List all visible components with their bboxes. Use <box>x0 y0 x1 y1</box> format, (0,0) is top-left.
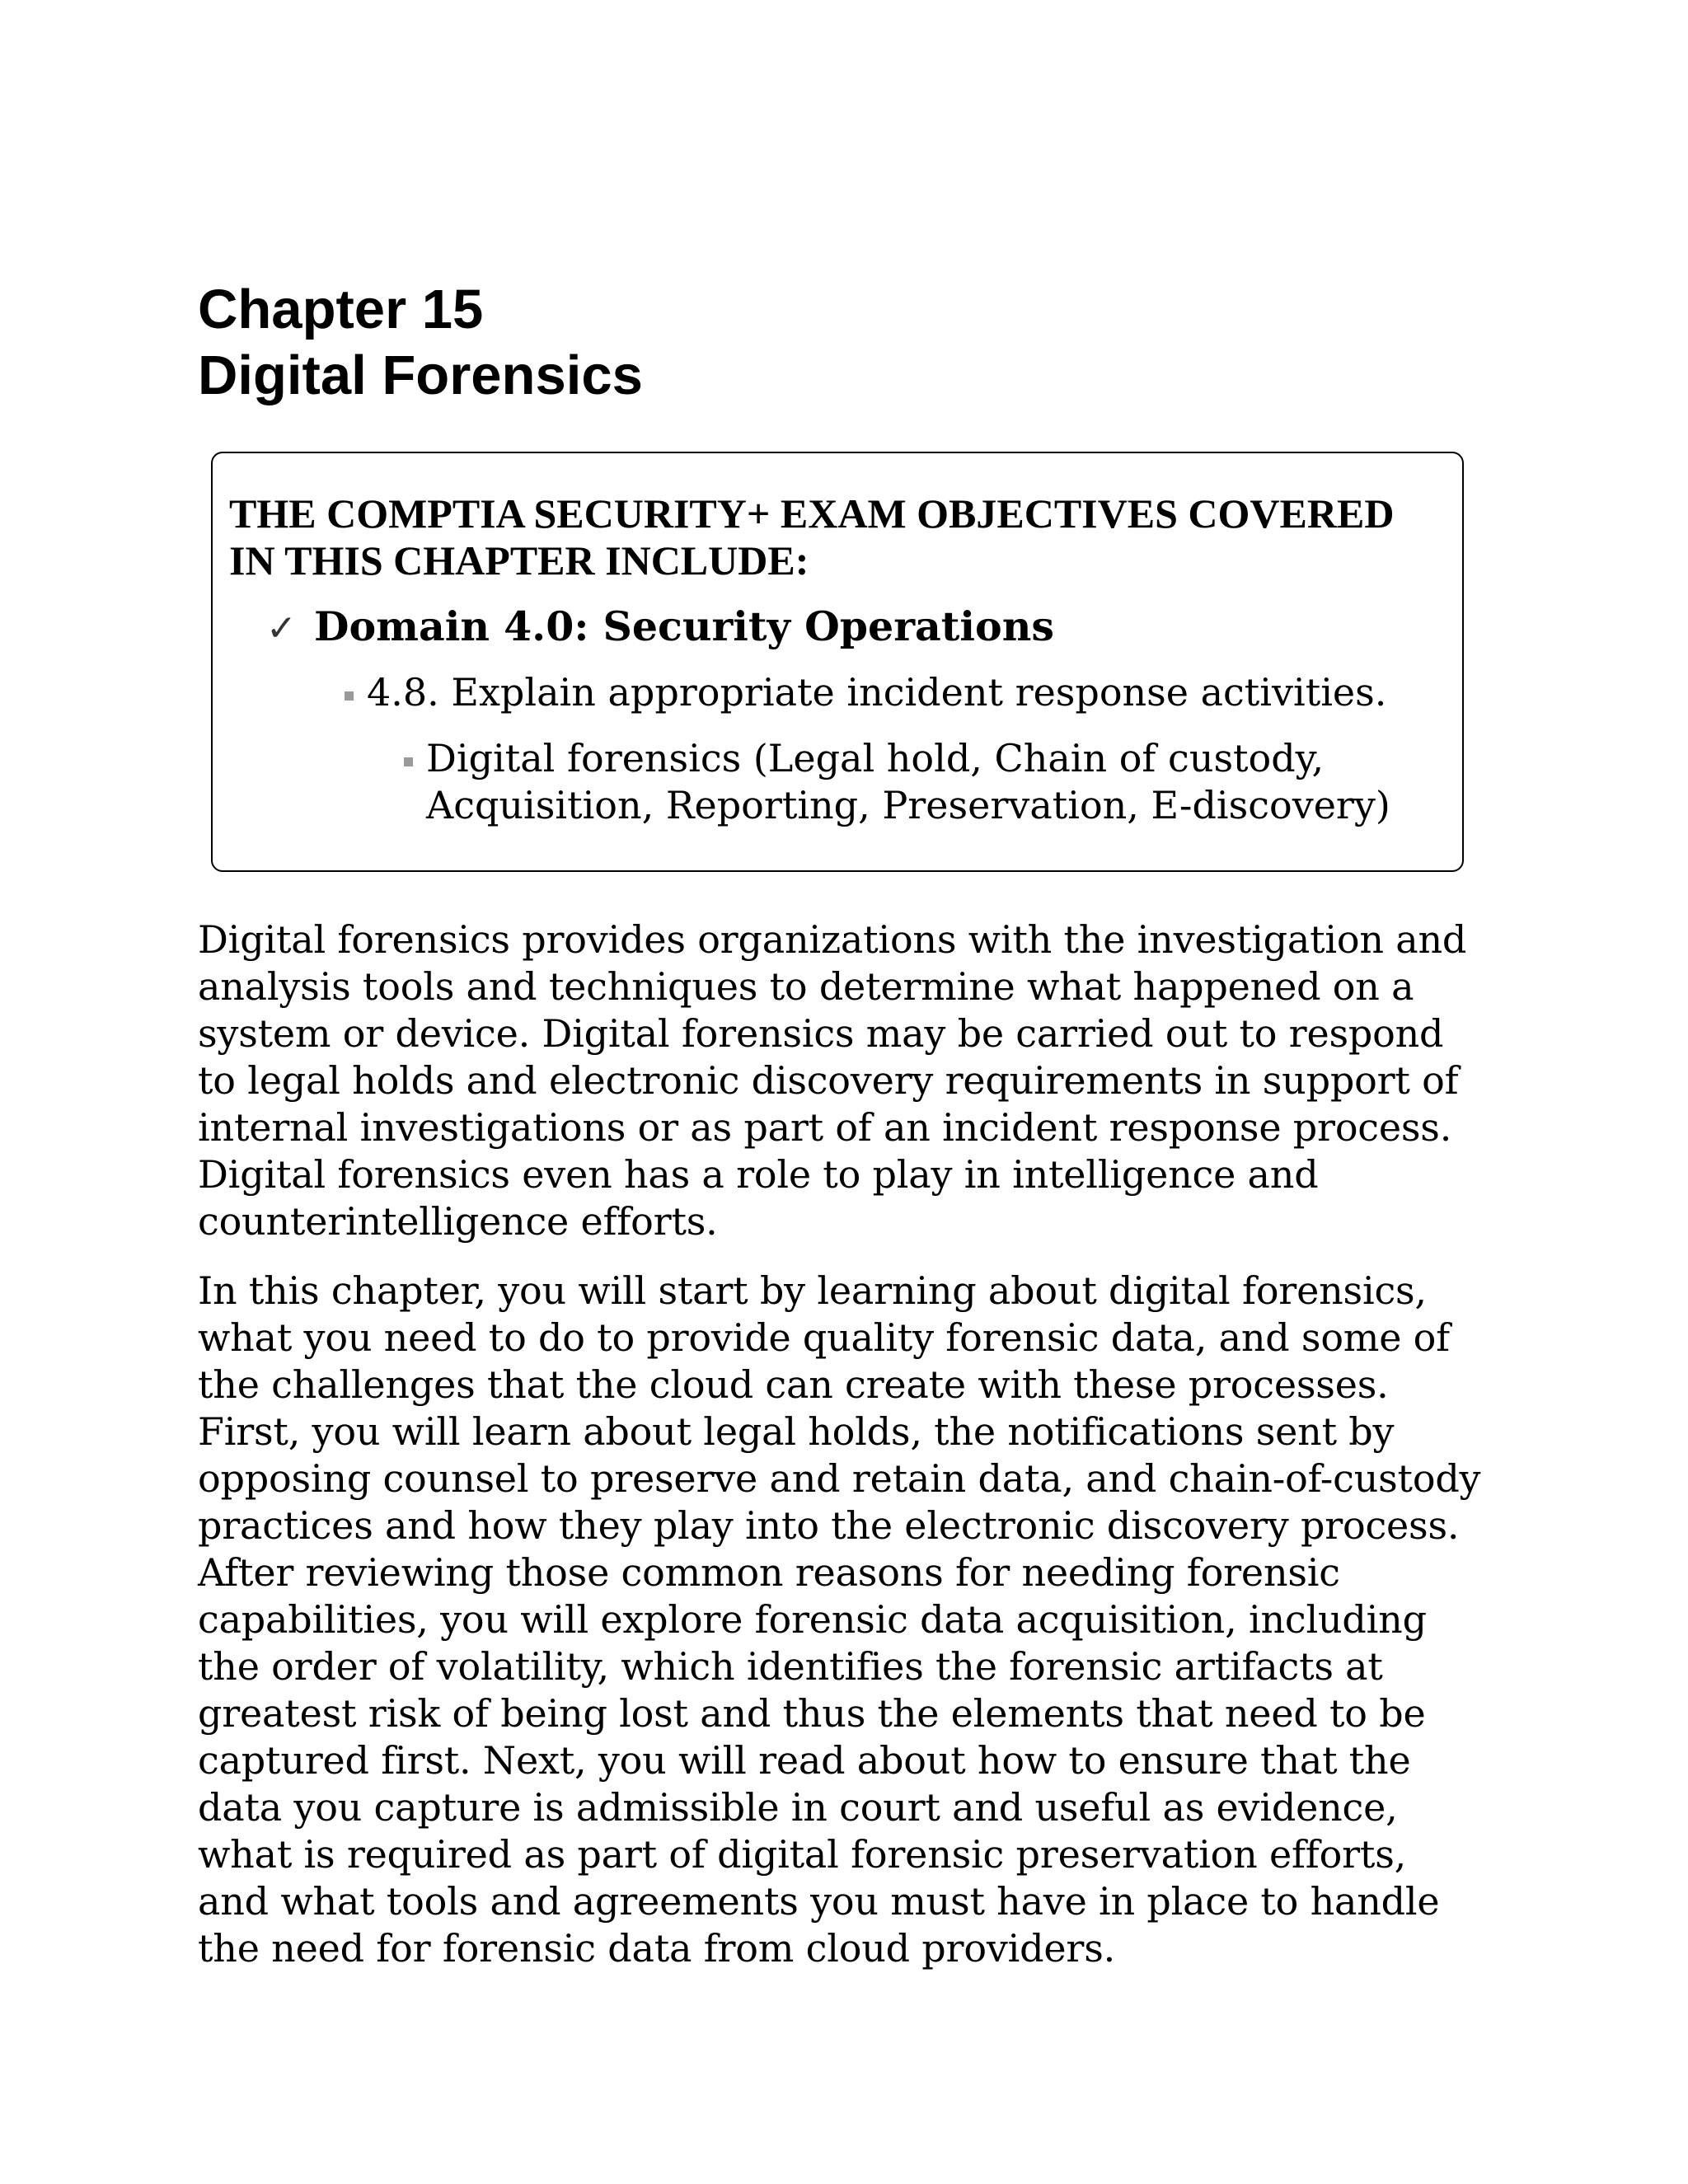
document-page <box>198 277 1484 1971</box>
domain-label: Domain 4.0: Security Operations <box>314 602 1054 650</box>
checkmark-icon: ✓ <box>266 607 297 649</box>
exam-objectives-box <box>211 452 1464 872</box>
objective-item <box>345 669 1386 716</box>
body-paragraph-1: Digital forensics provides organizations with the investigation and analysis tools and techniques to determine what happened on a system or device. Digital forensics may be carried out to respond to legal holds and electronic discovery requirements in support of internal investigations or as part of an incident response process. Digital forensics even has a role to play in intelligence and counterintelligence efforts. <box>198 917 1467 1244</box>
chapter-title: Digital Forensics <box>198 344 643 406</box>
objectives-heading: THE COMPTIA SECURITY+ EXAM OBJECTIVES COVERED IN THIS CHAPTER INCLUDE: <box>229 490 1395 583</box>
square-bullet-icon <box>404 757 413 766</box>
objective-label: 4.8. Explain appropriate incident response activities. <box>367 670 1387 715</box>
chapter-heading <box>198 277 1484 409</box>
sub-objective-label: Digital forensics (Legal hold, Chain of custody, Acquisition, Reporting, Preservation, E-discovery) <box>426 736 1390 827</box>
sub-objective-item <box>404 735 1393 829</box>
square-bullet-icon <box>345 691 354 701</box>
chapter-number: Chapter 15 <box>198 279 484 340</box>
domain-item <box>266 602 1054 654</box>
body-paragraph-2: In this chapter, you will start by learning about digital forensics, what you need to do to provide quality forensic data, and some of the challenges that the cloud can create with these processes. First, you will learn about legal holds, the notifications sent by opposing counsel to preserve and retain data, and chain-of-custody practices and how they play into the electronic discovery process. After reviewing those common reasons for needing forensic capabilities, you will explore forensic data acquisition, including the order of volatility, which identifies the forensic artifacts at greatest risk of being lost and thus the elements that need to be captured first. Next, you will read about how to ensure that the data you capture is admissible in court and useful as evidence, what is required as part of digital forensic preservation efforts, and what tools and agreements you must have in place to handle the need for forensic data from cloud providers. <box>198 1268 1481 1971</box>
